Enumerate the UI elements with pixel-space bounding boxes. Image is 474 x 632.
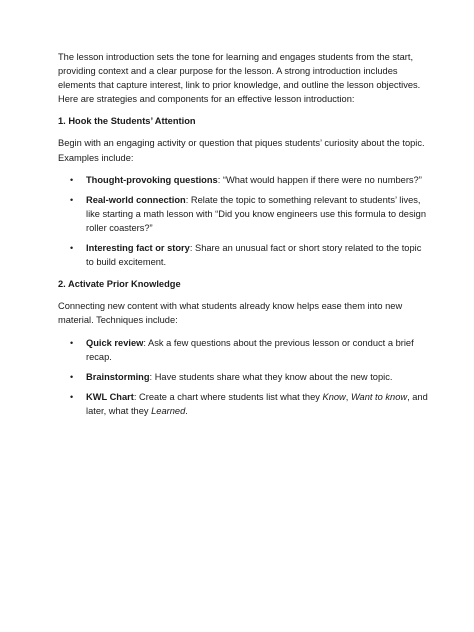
bullet-icon: • bbox=[70, 194, 74, 205]
list-item-text: , and later, what they bbox=[86, 391, 428, 416]
bullet-icon: • bbox=[70, 391, 74, 402]
list-item-text: : Ask a few questions about the previous lesson or conduct a brief recap. bbox=[86, 337, 414, 362]
list-item bbox=[58, 390, 428, 418]
list-item bbox=[58, 173, 428, 187]
bullet-icon: • bbox=[70, 174, 74, 185]
list-item-term: Real-world connection bbox=[86, 194, 186, 205]
kwl-learned: Learned bbox=[151, 405, 186, 416]
kwl-separator: , bbox=[345, 391, 351, 402]
section-2-heading: 2. Activate Prior Knowledge bbox=[58, 279, 181, 290]
list-item-term: Interesting fact or story bbox=[86, 243, 190, 254]
bullet-icon: • bbox=[70, 371, 74, 382]
list-item bbox=[58, 336, 428, 364]
section-1-list bbox=[58, 173, 428, 270]
list-item-term: Brainstorming bbox=[86, 371, 150, 382]
section-2-list bbox=[58, 336, 428, 418]
list-item-text: . bbox=[185, 405, 188, 416]
intro-paragraph: The lesson introduction sets the tone for learning and engages students from the start, providing context and a clear purpose for the lesson. A strong introduction includes elements that capture interest, link to prior knowledge, and outline the lesson objectives. Here are strategies and components for an effective lesson introduction: bbox=[58, 52, 421, 105]
kwl-know: Know bbox=[322, 391, 346, 402]
bullet-icon: • bbox=[70, 337, 74, 348]
section-2-lead: Connecting new content with what students already know helps ease them into new material. Techniques include: bbox=[58, 301, 403, 326]
kwl-want-to-know: Want to know bbox=[350, 391, 408, 402]
document-page bbox=[58, 50, 428, 426]
list-item-text: : Create a chart where students list what they bbox=[133, 391, 323, 402]
list-item-text: : Share an unusual fact or short story related to the topic to build excitement. bbox=[86, 243, 422, 268]
list-item bbox=[58, 370, 428, 384]
list-item bbox=[58, 241, 428, 269]
list-item-text: : Have students share what they know about the new topic. bbox=[149, 371, 393, 382]
bullet-icon: • bbox=[70, 243, 74, 254]
list-item-text: : “What would happen if there were no numbers?” bbox=[217, 174, 422, 185]
list-item bbox=[58, 193, 428, 235]
list-item-term: KWL Chart bbox=[86, 391, 134, 402]
list-item-text: : Relate the topic to something relevant to students’ lives, like starting a math lesson with “Did you know engineers use this formula to design roller coasters?” bbox=[86, 194, 427, 233]
section-1-heading: 1. Hook the Students’ Attention bbox=[58, 116, 196, 127]
list-item-term: Quick review bbox=[86, 337, 144, 348]
list-item-term: Thought-provoking questions bbox=[86, 174, 218, 185]
section-1-lead: Begin with an engaging activity or question that piques students’ curiosity about the topic. Examples include: bbox=[58, 138, 425, 163]
